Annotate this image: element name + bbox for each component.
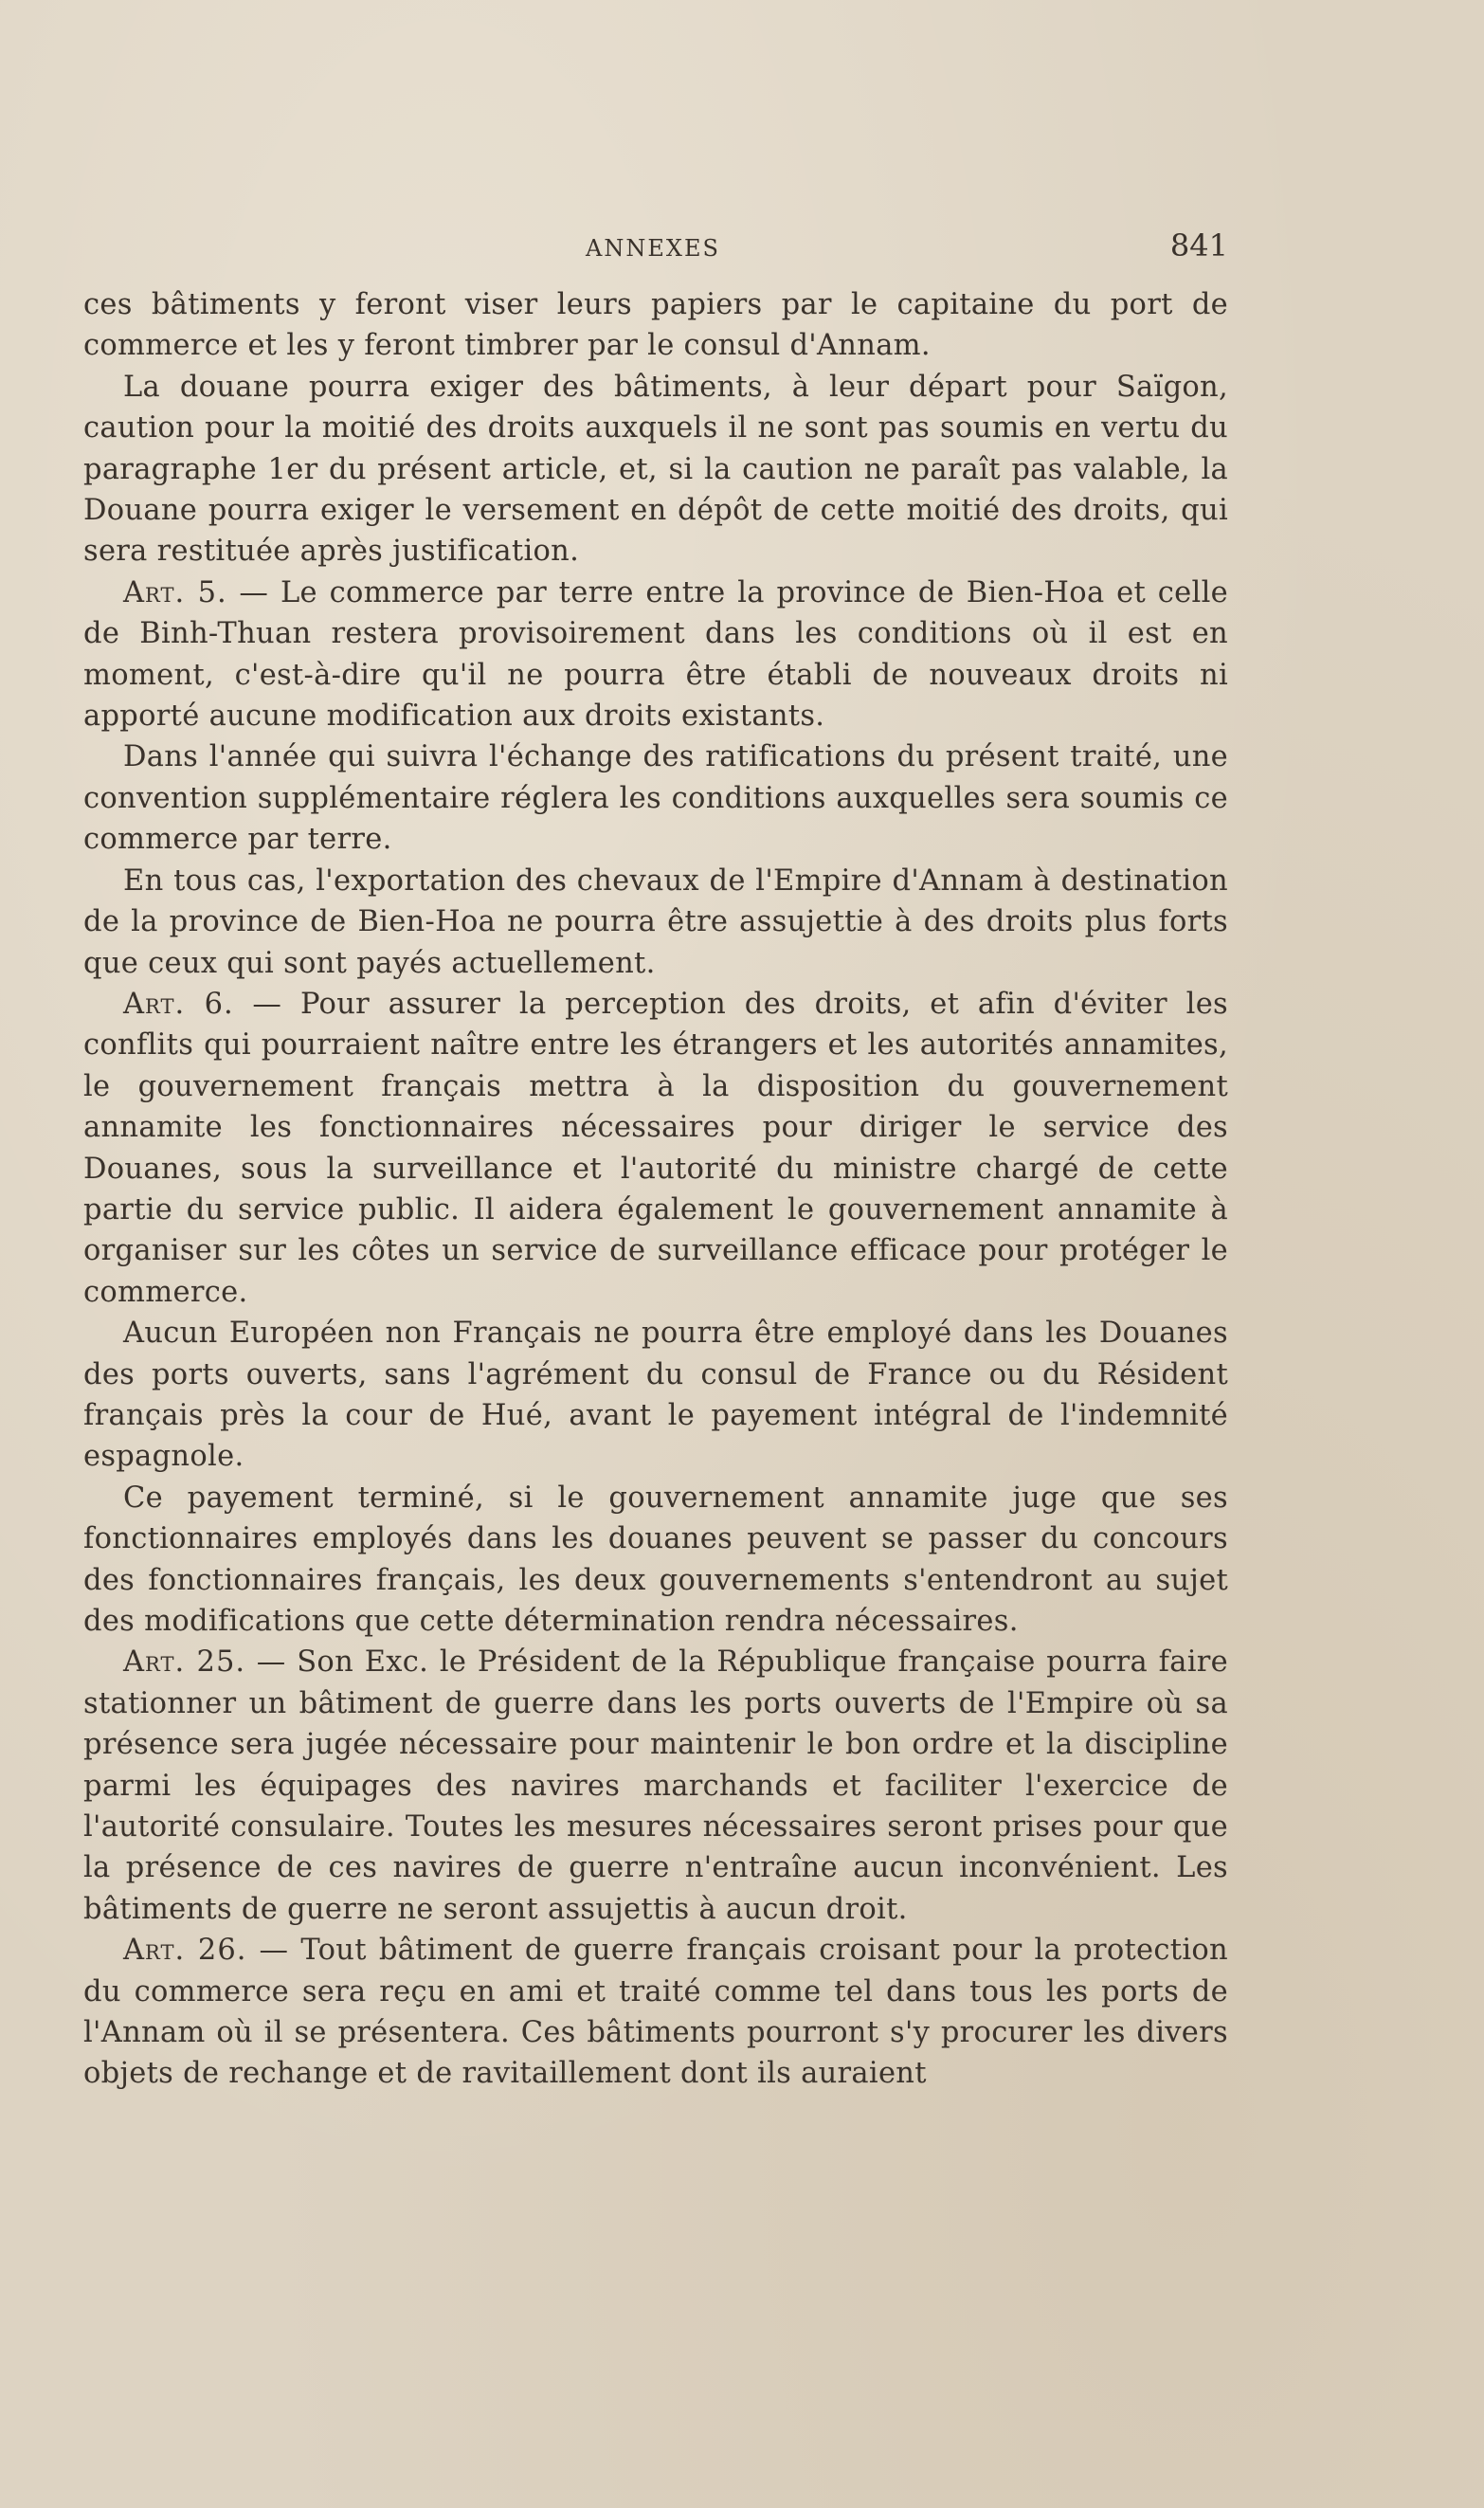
article-paragraph: Art. 25. — Son Exc. le Président de la République française pourra faire stationner un bâtiment de guerre dans les ports ouverts de l'Empire où sa présence sera jugée nécessaire pour maintenir le bon ordre et la discipline parmi les équipages des navires marchands et faciliter l'exercice de l'autorité consulaire. Toutes les mesures nécessaires seront prises pour que la présence de ces navires de guerre n'entraîne aucun inconvénient. Les bâtiments de guerre ne seront assujettis à aucun droit. <box>83 1645 1228 1926</box>
article-paragraph: Art. 6. — Pour assurer la perception des droits, et afin d'éviter les conflits qui pourraient naître entre les étrangers et les autorités annamites, le gouvernement français mettra à la disposition du gouvernement annamite les fonctionnaires nécessaires pour diriger le service des Douanes, sous la surveillance et l'autorité du ministre chargé de cette partie du service public. Il aidera également le gouvernement annamite à organiser sur les côtes un service de surveillance efficace pour protéger le commerce. <box>83 987 1228 1309</box>
running-title: ANNEXES <box>586 235 720 262</box>
article-paragraph: Art. 5. — Le commerce par terre entre la province de Bien-Hoa et celle de Binh-Thuan restera provisoirement dans les conditions où il est en moment, c'est-à-dire qu'il ne pourra être établi de nouveaux droits ni apporté aucune modification aux droits existants. <box>83 575 1228 734</box>
paragraph: Aucun Européen non Français ne pourra être employé dans les Douanes des ports ouverts, sans l'agrément du consul de France ou du Résident français près la cour de Hué, avant le payement intégral de l'indemnité espagnole. <box>83 1317 1228 1474</box>
running-head <box>121 227 1228 269</box>
paragraph: Ce payement terminé, si le gouvernement annamite juge que ses fonctionnaires employés dans les douanes peuvent se passer du concours des fonctionnaires français, les deux gouvernements s'entendront au sujet des modifications que cette détermination rendra nécessaires. <box>83 1481 1228 1638</box>
paragraph: En tous cas, l'exportation des chevaux de l'Empire d'Annam à destination de la province de Bien-Hoa ne pourra être assujettie à des droits plus forts que ceux qui sont payés actuellement. <box>83 863 1228 980</box>
paragraph: Dans l'année qui suivra l'échange des ratifications du présent traité, une convention supplémentaire réglera les conditions auxquelles sera soumis ce commerce par terre. <box>83 740 1228 857</box>
page-number: 841 <box>1169 227 1228 264</box>
body-text <box>83 284 1228 2095</box>
paragraph: ces bâtiments y feront viser leurs papiers par le capitaine du port de commerce et les y feront timbrer par le consul d'Annam. <box>83 288 1228 363</box>
article-paragraph: Art. 26. — Tout bâtiment de guerre français croisant pour la protection du commerce sera reçu en ami et traité comme tel dans tous les ports de l'Annam où il se présentera. Ces bâtiments pourront s'y procurer les divers objets de rechange et de ravitaillement dont ils auraient <box>83 1934 1229 2091</box>
article-label: Art. 6. <box>123 987 234 1021</box>
article-label: Art. 25. <box>123 1645 246 1680</box>
article-label: Art. 26. <box>123 1934 247 1968</box>
paragraph: La douane pourra exiger des bâtiments, à leur départ pour Saïgon, caution pour la moitié des droits auxquels il ne sont pas soumis en vertu du paragraphe 1er du présent article, et, si la caution ne paraît pas valable, la Douane pourra exiger le versement en dépôt de cette moitié des droits, qui sera restituée après justification. <box>83 370 1228 569</box>
article-label: Art. 5. <box>123 575 227 609</box>
